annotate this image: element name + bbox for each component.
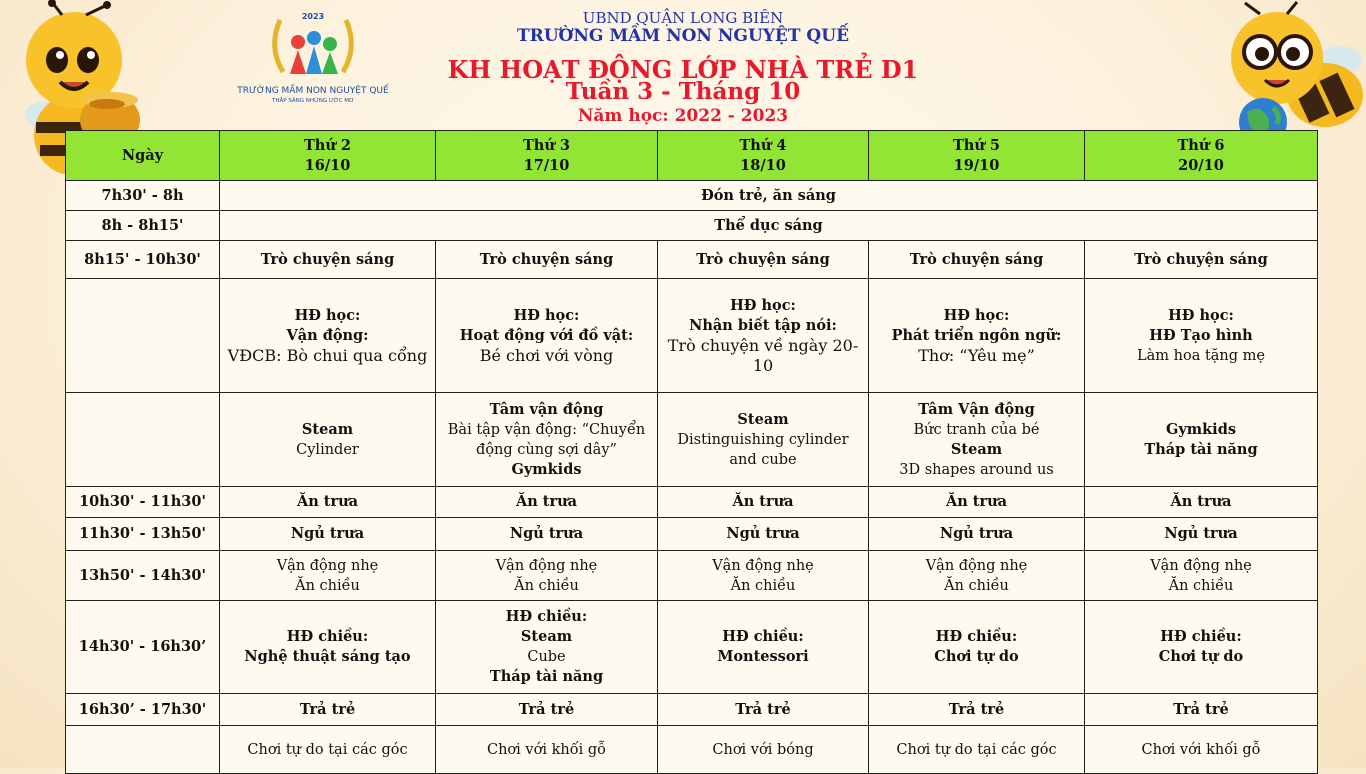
day-header-thu: Thứ 5 19/10 <box>869 131 1085 181</box>
activity-cell: Vận động nhẹ Ăn chiều <box>1085 551 1318 601</box>
time-cell: 14h30' - 16h30’ <box>66 601 220 694</box>
time-cell: 16h30’ - 17h30' <box>66 694 220 726</box>
activity-cell: Chơi tự do tại các góc <box>220 726 436 774</box>
activity-cell: Ngủ trưa <box>869 518 1085 551</box>
logo-slogan: THẮP SÁNG NHỮNG ƯỚC MƠ <box>272 98 354 104</box>
activity-cell: Trả trẻ <box>1085 694 1318 726</box>
school-name: TRƯỜNG MẦM NON NGUYỆT QUẾ <box>516 26 850 46</box>
activity-cell: Vận động nhẹ Ăn chiều <box>220 551 436 601</box>
activity-cell: Ăn trưa <box>436 487 658 518</box>
time-cell: 10h30' - 11h30' <box>66 487 220 518</box>
activity-cell: Trò chuyện sáng <box>658 241 869 279</box>
table-row <box>66 393 1318 487</box>
table-row <box>66 279 1318 393</box>
page-header <box>0 0 1366 130</box>
activity-cell: Chơi với bóng <box>658 726 869 774</box>
activity-cell: Ăn trưa <box>220 487 436 518</box>
day-header-fri: Thứ 6 20/10 <box>1085 131 1318 181</box>
activity-cell: HĐ chiều: Chơi tự do <box>1085 601 1318 694</box>
logo-school-name: TRƯỜNG MẦM NON NGUYỆT QUẾ <box>237 86 389 96</box>
school-year: Năm học: 2022 - 2023 <box>577 106 789 126</box>
day-column-header: Ngày <box>66 131 220 181</box>
activity-cell: HĐ chiều: Montessori <box>658 601 869 694</box>
activity-cell: HĐ học: HĐ Tạo hình Làm hoa tặng mẹ <box>1085 279 1318 393</box>
merged-activity-cell: Thể dục sáng <box>220 211 1318 241</box>
activity-cell: Vận động nhẹ Ăn chiều <box>869 551 1085 601</box>
activity-cell: Tâm Vận động Bức tranh của bé Steam 3D shapes around us <box>869 393 1085 487</box>
time-cell <box>66 279 220 393</box>
page-title: KH HOẠT ĐỘNG LỚP NHÀ TRẺ D1 <box>447 55 919 84</box>
table-row <box>66 726 1318 774</box>
activity-cell: HĐ học: Phát triển ngôn ngữ: Thơ: “Yêu mẹ” <box>869 279 1085 393</box>
activity-cell: HĐ chiều: Nghệ thuật sáng tạo <box>220 601 436 694</box>
district-name: UBND QUẬN LONG BIÊN <box>582 9 784 27</box>
day-header-tue: Thứ 3 17/10 <box>436 131 658 181</box>
activity-cell: Ăn trưa <box>1085 487 1318 518</box>
table-row <box>66 518 1318 551</box>
activity-cell: HĐ chiều: Chơi tự do <box>869 601 1085 694</box>
activity-cell: Tâm vận động Bài tập vận động: “Chuyển động cùng sợi dây” Gymkids <box>436 393 658 487</box>
table-row <box>66 181 1318 211</box>
activity-cell: Vận động nhẹ Ăn chiều <box>436 551 658 601</box>
activity-cell: HĐ học: Nhận biết tập nói: Trò chuyện về ngày 20-10 <box>658 279 869 393</box>
activity-cell: HĐ chiều: Steam Cube Tháp tài năng <box>436 601 658 694</box>
time-cell: 13h50' - 14h30' <box>66 551 220 601</box>
table-row <box>66 211 1318 241</box>
week-label: Tuần 3 - Tháng 10 <box>565 78 801 105</box>
activity-cell: Ngủ trưa <box>658 518 869 551</box>
activity-cell: Trò chuyện sáng <box>220 241 436 279</box>
day-header-mon: Thứ 2 16/10 <box>220 131 436 181</box>
activity-cell: Ngủ trưa <box>436 518 658 551</box>
activity-cell: Ngủ trưa <box>220 518 436 551</box>
activity-cell: Trò chuyện sáng <box>869 241 1085 279</box>
table-row <box>66 487 1318 518</box>
table-row <box>66 601 1318 694</box>
activity-cell: Chơi với khối gỗ <box>436 726 658 774</box>
activity-cell: Chơi tự do tại các góc <box>869 726 1085 774</box>
activity-cell: Ngủ trưa <box>1085 518 1318 551</box>
activity-cell: Trả trẻ <box>869 694 1085 726</box>
activity-cell: Chơi với khối gỗ <box>1085 726 1318 774</box>
activity-cell: Gymkids Tháp tài năng <box>1085 393 1318 487</box>
table-row <box>66 551 1318 601</box>
day-header-wed: Thứ 4 18/10 <box>658 131 869 181</box>
activity-cell: Trả trẻ <box>220 694 436 726</box>
activity-cell: Trả trẻ <box>658 694 869 726</box>
time-cell: 11h30' - 13h50' <box>66 518 220 551</box>
logo-year: 2023 <box>301 12 325 21</box>
time-cell <box>66 726 220 774</box>
activity-cell: Trò chuyện sáng <box>436 241 658 279</box>
activity-cell: Trả trẻ <box>436 694 658 726</box>
schedule-table <box>65 130 1318 774</box>
merged-activity-cell: Đón trẻ, ăn sáng <box>220 181 1318 211</box>
time-cell: 8h15' - 10h30' <box>66 241 220 279</box>
table-row <box>66 241 1318 279</box>
activity-cell: Vận động nhẹ Ăn chiều <box>658 551 869 601</box>
table-row <box>66 694 1318 726</box>
activity-cell: Trò chuyện sáng <box>1085 241 1318 279</box>
activity-cell: Ăn trưa <box>658 487 869 518</box>
activity-cell: HĐ học: Hoạt động với đồ vật: Bé chơi với vòng <box>436 279 658 393</box>
activity-cell: Steam Cylinder <box>220 393 436 487</box>
time-cell: 7h30' - 8h <box>66 181 220 211</box>
table-header-row <box>66 131 1318 181</box>
activity-cell: Ăn trưa <box>869 487 1085 518</box>
activity-cell: Steam Distinguishing cylinder and cube <box>658 393 869 487</box>
time-cell: 8h - 8h15' <box>66 211 220 241</box>
time-cell <box>66 393 220 487</box>
activity-cell: HĐ học: Vận động: VĐCB: Bò chui qua cổng <box>220 279 436 393</box>
